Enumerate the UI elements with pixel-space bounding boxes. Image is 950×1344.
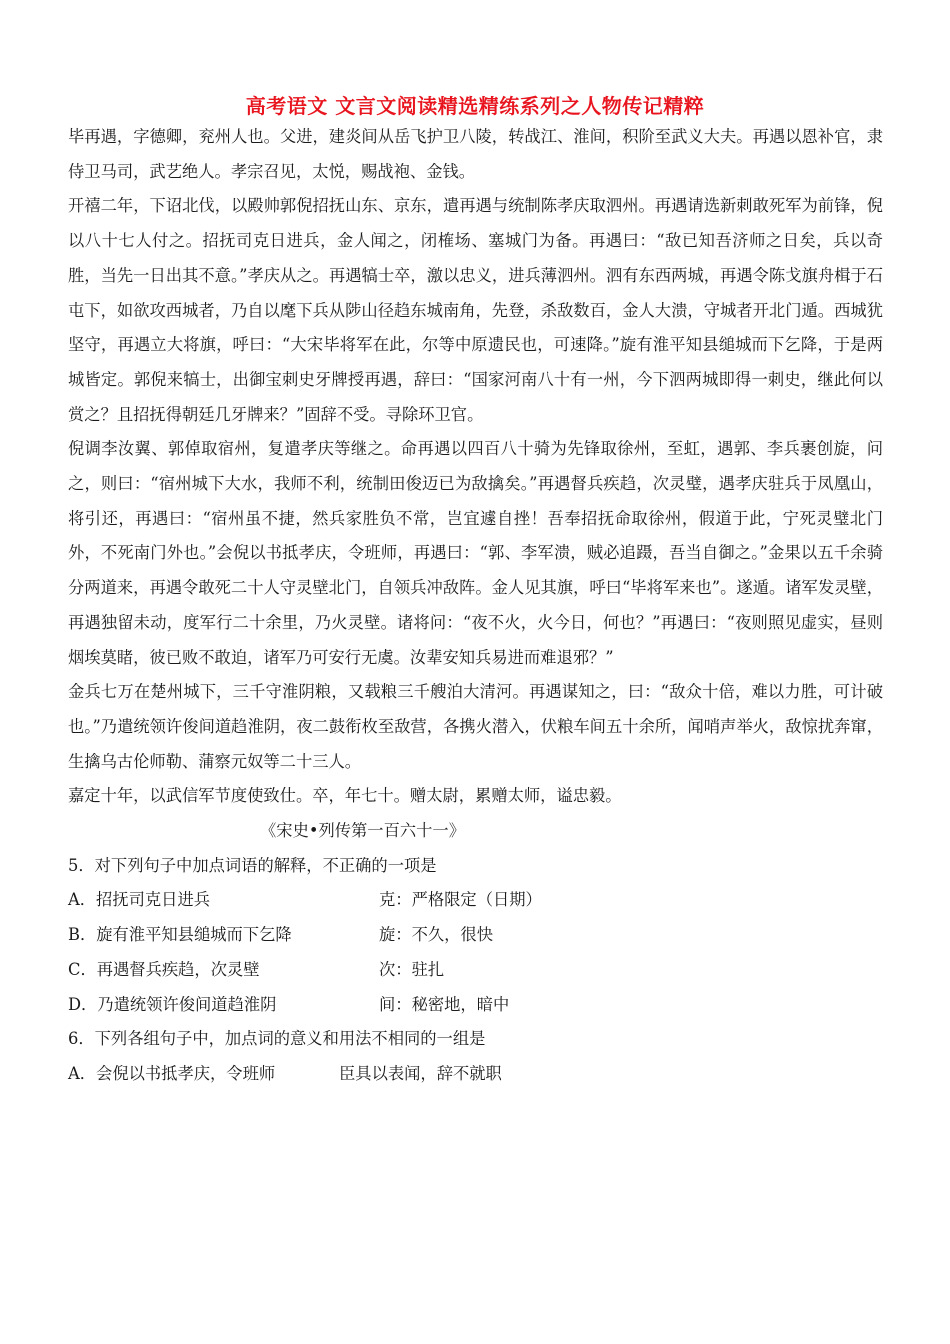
option-sentence: A．招抚司克日进兵: [68, 890, 211, 910]
passage-paragraph-2: 开禧二年，下诏北伐，以殿帅郭倪招抚山东、京东，遣再遇与统制陈孝庆取泗州。再遇请选新刺敢死军为前锋，倪以八十七人付之。招抚司克日进兵，金人闻之，闭榷场、塞城门为备。再遇曰：“敌已知吾济师之日矣，兵以奇胜，当先一日出其不意。”孝庆从之。再遇犒士卒，激以忠义，进兵薄泗州。泗有东西两城，再遇令陈戈旗舟楫于石屯下，如欲攻西城者，乃自以麾下兵从陟山径趋东城南角，先登，杀敌数百，金人大溃，守城者开北门遁。西城犹坚守，再遇立大将旗，呼曰：“大宋毕将军在此，尔等中原遗民也，可速降。”旋有淮平知县缒城而下乞降，于是两城皆定。郭倪来犒士，出御宝刺史牙牌授再遇，辞曰：“国家河南八十有一州，今下泗两城即得一刺史，继此何以赏之？且招抚得朝廷几牙牌来？”固辞不受。寻除环卫官。: [68, 196, 883, 424]
option-gloss: 次：驻扎: [379, 959, 445, 979]
option-sentence: B．旋有淮平知县缒城而下乞降: [68, 925, 292, 945]
document-title: 高考语文 文言文阅读精选精练系列之人物传记精粹: [245, 94, 705, 118]
question-5-option-d: [68, 988, 883, 1023]
option-gloss: 间：秘密地，暗中: [379, 994, 510, 1014]
passage-paragraph-1: 毕再遇，字德卿，兖州人也。父进，建炎间从岳飞护卫八陵，转战江、淮间，积阶至武义大夫。再遇以恩补官，隶侍卫马司，武艺绝人。孝宗召见，太悦，赐战袍、金钱。: [68, 127, 883, 181]
option-sentence: D．乃遣统领许俊间道趋淮阴: [68, 994, 277, 1014]
question-5-option-a: [68, 883, 883, 918]
question-5-option-c: [68, 953, 883, 988]
option-pair-sentence: 臣具以表闻，辞不就职: [339, 1063, 502, 1083]
option-gloss: 旋：不久，很快: [379, 925, 493, 945]
question-5-option-b: [68, 918, 883, 953]
question-6-stem: 6．下列各组句子中，加点词的意义和用法不相同的一组是: [68, 1029, 486, 1049]
option-sentence: A．会倪以书抵孝庆，令班师: [68, 1063, 276, 1083]
passage-paragraph-5: 嘉定十年，以武信军节度使致仕。卒，年七十。赠太尉，累赠太师，谥忠毅。: [68, 786, 622, 806]
passage-source: 《宋史•列传第一百六十一》: [260, 821, 465, 841]
document-body: [68, 120, 883, 1092]
question-6-option-a: [68, 1057, 883, 1092]
passage-paragraph-4: 金兵七万在楚州城下，三千守淮阴粮，又载粮三千艘泊大清河。再遇谋知之，曰：“敌众十倍，难以力胜，可计破也。”乃遣统领许俊间道趋淮阴，夜二鼓衔枚至敌营，各携火潜入，伏粮车间五十余所，闻哨声举火，敌惊扰奔窜，生擒乌古伦师勒、蒲察元奴等二十三人。: [68, 682, 883, 771]
passage-paragraph-3: 倪调李汝翼、郭倬取宿州，复遣孝庆等继之。命再遇以四百八十骑为先锋取徐州，至虹，遇郭、李兵裹创旋，问之，则曰：“宿州城下大水，我师不利，统制田俊迈已为敌擒矣。”再遇督兵疾趋，次灵璧，遇孝庆驻兵于凤凰山，将引还，再遇曰：“宿州虽不捷，然兵家胜负不常，岂宜遽自挫！吾奉招抚命取徐州，假道于此，宁死灵璧北门外，不死南门外也。”会倪以书抵孝庆，令班师，再遇曰：“郭、李军溃，贼必追蹑，吾当自御之。”金果以五千余骑分两道来，再遇令敢死二十人守灵壁北门，自领兵冲敌阵。金人见其旗，呼曰“毕将军来也”。遂遁。诸军发灵壁，再遇独留未动，度军行二十余里，乃火灵壁。诸将问：“夜不火，火今日，何也？”再遇曰：“夜则照见虚实，昼则烟埃莫睹，彼已败不敢迫，诸军乃可安行无虞。汝辈安知兵易进而难退邪？”: [68, 439, 883, 667]
question-5-stem: 5．对下列句子中加点词语的解释，不正确的一项是: [68, 855, 437, 875]
option-gloss: 克：严格限定（日期）: [379, 890, 542, 910]
option-sentence: C．再遇督兵疾趋，次灵壁: [68, 959, 260, 979]
